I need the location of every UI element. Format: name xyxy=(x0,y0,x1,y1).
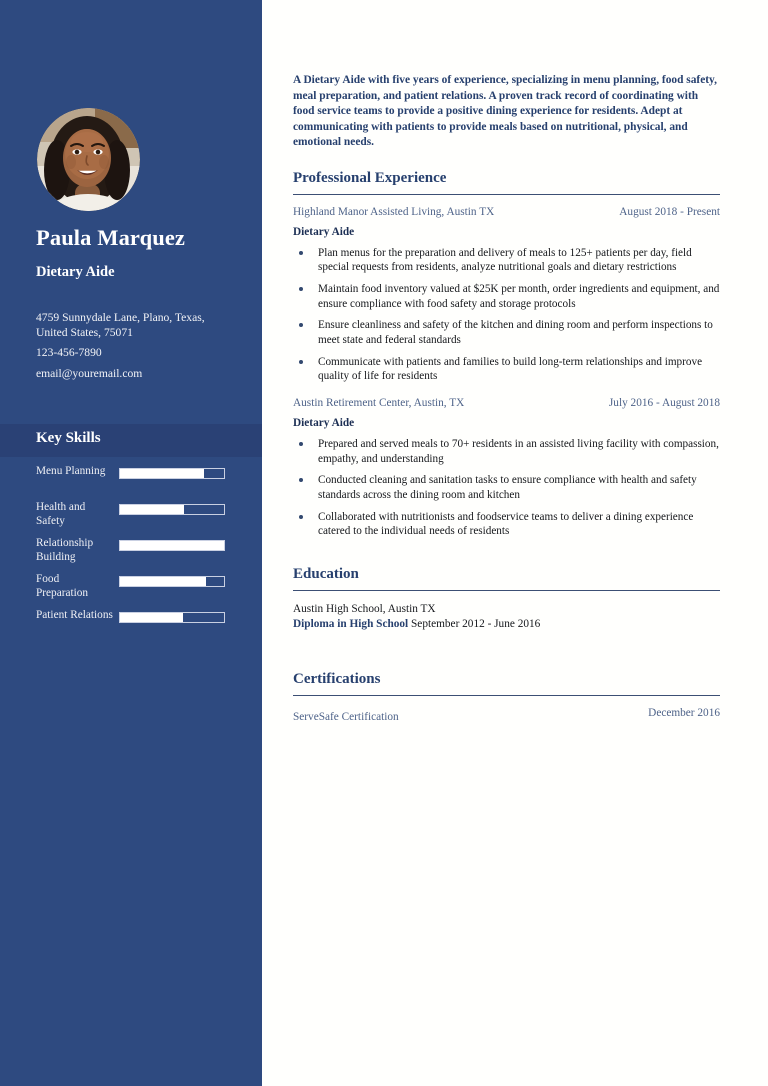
skill-bar xyxy=(119,468,225,479)
section-divider xyxy=(293,695,720,696)
section-title: Professional Experience xyxy=(293,170,447,186)
key-skills-title: Key Skills xyxy=(36,430,101,446)
section-divider xyxy=(293,194,720,195)
candidate-name: Paula Marquez xyxy=(36,225,186,250)
experience-dates: August 2018 - Present xyxy=(619,205,720,218)
experience-dates: July 2016 - August 2018 xyxy=(608,396,720,409)
sidebar xyxy=(0,0,262,1086)
bullet-item: Conducted cleaning and sanitation tasks to ensure compliance with health and safety standards across the dining room and kitchen xyxy=(293,473,720,502)
section-title: Certifications xyxy=(293,671,381,687)
section-divider xyxy=(293,590,720,591)
skill-bar xyxy=(119,504,225,515)
bullet-item: Collaborated with nutritionists and foodservice teams to deliver a dining experience catered to the individual needs of residents xyxy=(293,510,720,539)
candidate-role: Dietary Aide xyxy=(36,264,115,280)
section-certifications xyxy=(293,671,720,725)
skill-row xyxy=(0,466,262,502)
skill-bar-fill xyxy=(120,613,183,622)
experience-bullets xyxy=(293,246,720,384)
skill-label: Health and Safety xyxy=(36,501,86,527)
skill-label: Patient Relations xyxy=(36,609,113,621)
experience-role: Dietary Aide xyxy=(293,225,355,238)
skill-bar xyxy=(119,576,225,587)
skill-bar-fill xyxy=(120,577,206,586)
contact-email: email@youremail.com xyxy=(36,367,143,380)
skill-bar xyxy=(119,612,225,623)
skill-label: Relationship Building xyxy=(36,537,94,563)
experience-entry xyxy=(293,206,720,384)
professional-summary: A Dietary Aide with five years of experience, specializing in menu planning, food safety, meal preparation, and patient relations. A proven track record of coordinating with food service teams to provide a positive dining experience for residents. Adept at communicating with patients to provide meals based on nutritional, physical, and emotional needs. xyxy=(293,74,717,148)
section-title: Education xyxy=(293,566,359,582)
certification-date: December 2016 xyxy=(648,706,720,719)
bullet-item: Communicate with patients and families to build long-term relationships and improve quality of life for residents xyxy=(293,355,720,384)
experience-organization: Highland Manor Assisted Living, Austin TX xyxy=(293,205,495,218)
education-degree: Diploma in High School xyxy=(293,617,409,630)
certification-name: ServeSafe Certification xyxy=(293,710,399,723)
skill-label: Menu Planning xyxy=(36,465,106,477)
education-school: Austin High School, Austin TX xyxy=(293,602,436,615)
bullet-item: Ensure cleanliness and safety of the kitchen and dining room and perform inspections to meet state and federal standards xyxy=(293,318,720,347)
profile-photo xyxy=(37,108,140,211)
skill-bar-fill xyxy=(120,541,224,550)
section-professional-experience xyxy=(293,170,720,546)
contact-phone: 123-456-7890 xyxy=(36,346,102,359)
section-education xyxy=(293,566,720,632)
bullet-item: Prepared and served meals to 70+ residents in an assisted living facility with compassion, empathy, and understanding xyxy=(293,437,720,466)
experience-entry xyxy=(293,397,720,539)
skill-row xyxy=(0,574,262,610)
skill-bar xyxy=(119,540,225,551)
experience-header xyxy=(293,397,720,415)
skill-label: Food Preparation xyxy=(36,573,89,599)
education-dates: September 2012 - June 2016 xyxy=(408,617,541,630)
skill-row xyxy=(0,502,262,538)
bullet-item: Plan menus for the preparation and delivery of meals to 125+ patients per day, field special requests from residents, analyze nutritional goals and dietary restrictions xyxy=(293,246,720,275)
key-skills-band xyxy=(0,424,262,457)
contact-address: 4759 Sunnydale Lane, Plano, Texas, United States, 75071 xyxy=(36,311,205,340)
skill-bar-fill xyxy=(120,469,204,478)
key-skills-list xyxy=(0,466,262,646)
experience-bullets xyxy=(293,437,720,539)
experience-organization: Austin Retirement Center, Austin, TX xyxy=(293,396,465,409)
avatar xyxy=(37,108,140,211)
experience-header xyxy=(293,206,720,224)
skill-row xyxy=(0,538,262,574)
experience-role: Dietary Aide xyxy=(293,416,355,429)
skill-bar-fill xyxy=(120,505,184,514)
certification-entry xyxy=(293,707,720,725)
education-detail xyxy=(293,617,720,632)
skill-row xyxy=(0,610,262,646)
bullet-item: Maintain food inventory valued at $25K per month, order ingredients and equipment, and ensure compliance with food safety and storage protocols xyxy=(293,282,720,311)
